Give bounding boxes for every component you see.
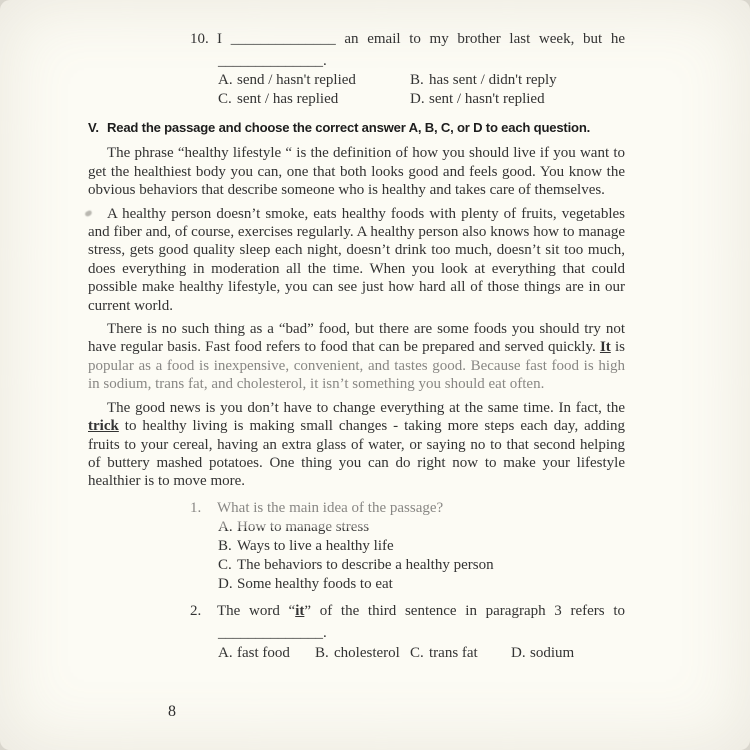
question-1: [190, 499, 625, 518]
option-label: C.: [218, 556, 232, 573]
option-text: The behaviors to describe a healthy person: [237, 556, 494, 573]
question-10-number: 10.: [190, 31, 209, 47]
question-1-option-d: [218, 575, 625, 594]
question-2-keyword-it: it: [295, 602, 305, 619]
option-label: B.: [410, 72, 424, 89]
question-10-option-b: [410, 71, 557, 90]
option-label: C.: [218, 91, 232, 108]
option-text: trans fat: [429, 645, 478, 662]
section-v-instruction: Read the passage and choose the correct answer A, B, C, or D to each question.: [107, 120, 591, 136]
option-label: A.: [218, 645, 233, 662]
option-label: A.: [218, 518, 233, 535]
question-2-option-b: [315, 644, 410, 662]
question-2-number: 2.: [190, 602, 202, 619]
passage-paragraph-4: [88, 399, 625, 491]
option-label: B.: [315, 645, 329, 662]
page-number: 8: [168, 703, 176, 720]
section-v-heading: [88, 119, 625, 136]
question-2-stem: [217, 602, 625, 621]
paragraph-3-keyword-it: It: [599, 339, 611, 356]
question-2-text-after: ” of the third sentence in paragraph 3 refers to: [304, 602, 625, 619]
option-text: fast food: [237, 645, 290, 662]
page-content: [88, 30, 625, 663]
question-1-option-b: [218, 537, 625, 556]
question-10-stem: [217, 30, 625, 49]
option-text: Some healthy foods to eat: [237, 575, 393, 592]
question-10-blank-2: ______________.: [218, 53, 327, 69]
passage-paragraph-1: The phrase “healthy lifestyle “ is the definition of how you should live if you want to get the healthiest body you can, one that both looks good and feels good. You know the obvious behaviors that describe someone who is healthy and takes care of themselves.: [88, 145, 625, 199]
passage-paragraph-3: [88, 320, 625, 394]
question-10-stem-rest: an email to my brother last week, but he: [344, 31, 626, 47]
question-10-subject: I: [217, 31, 222, 47]
section-v-marker: V.: [88, 120, 99, 136]
option-label: B.: [218, 537, 232, 554]
option-text: has sent / didn't reply: [429, 72, 557, 89]
passage-paragraph-2: A healthy person doesn’t smoke, eats healthy foods with plenty of fruits, vegetables and fiber and, of course, exercises regularly. A healthy person also knows how to manage stress, gets good quality sleep each night, doesn’t drink too much, doesn’t sit too much, does everything in moderation all the time. When you look at everything that could possible make healthy lifestyle, you can see just how hard all of those things are in our current world.: [88, 205, 625, 314]
paragraph-4-keyword-trick: trick: [88, 418, 119, 435]
question-2: [190, 602, 625, 621]
question-1-option-c: [218, 556, 625, 575]
option-label: A.: [218, 72, 233, 89]
question-1-options: [218, 518, 625, 594]
question-10-option-c: [218, 90, 410, 109]
option-label: C.: [410, 645, 424, 662]
question-1-option-a: [218, 518, 625, 537]
question-2-blank: ______________.: [218, 624, 327, 641]
question-2-options: [218, 644, 625, 662]
paragraph-4-before: The good news is you don’t have to change everything at the same time. In fact, the: [107, 399, 625, 416]
question-2-option-c: [410, 644, 511, 662]
option-text: sent / has replied: [237, 91, 339, 108]
option-text: How to manage stress: [237, 518, 370, 535]
paragraph-4-after: to healthy living is making small changes - taking more steps each day, adding fruits to your cereal, having an extra glass of water, or saying no to that second helping of buttery mashed potatoes. One thing you can do right now to make your lifestyle healthier is to move more.: [88, 418, 625, 490]
option-label: D.: [410, 91, 425, 108]
question-2-option-a: [218, 644, 315, 662]
option-text: cholesterol: [334, 645, 400, 662]
option-text: send / hasn't replied: [237, 72, 356, 89]
option-text: sodium: [530, 645, 575, 662]
question-10-options-row-1: [218, 71, 625, 90]
question-2-option-d: [511, 644, 574, 662]
question-10: [190, 30, 625, 49]
question-10-options-row-2: [218, 90, 625, 109]
paragraph-3-before: There is no such thing as a “bad” food, but there are some foods you should try not have regular basis. Fast food refers to food that can be prepared and served quickly.: [88, 321, 625, 356]
question-2-text-before: The word “: [217, 602, 296, 619]
option-text: Ways to live a healthy life: [237, 537, 394, 554]
option-label: D.: [511, 645, 526, 662]
option-text: sent / hasn't replied: [429, 91, 545, 108]
question-10-option-a: [218, 71, 410, 90]
question-10-option-d: [410, 90, 545, 109]
question-1-text: What is the main idea of the passage?: [217, 499, 444, 516]
question-1-number: 1.: [190, 499, 202, 516]
paragraph-3-after: is popular as a food is inexpensive, convenient, and tastes good. Because fast food is high in sodium, trans fat, and cholesterol, it isn’t something you should eat often.: [88, 339, 625, 393]
option-label: D.: [218, 575, 233, 592]
question-10-blank-1: ______________: [230, 31, 336, 47]
